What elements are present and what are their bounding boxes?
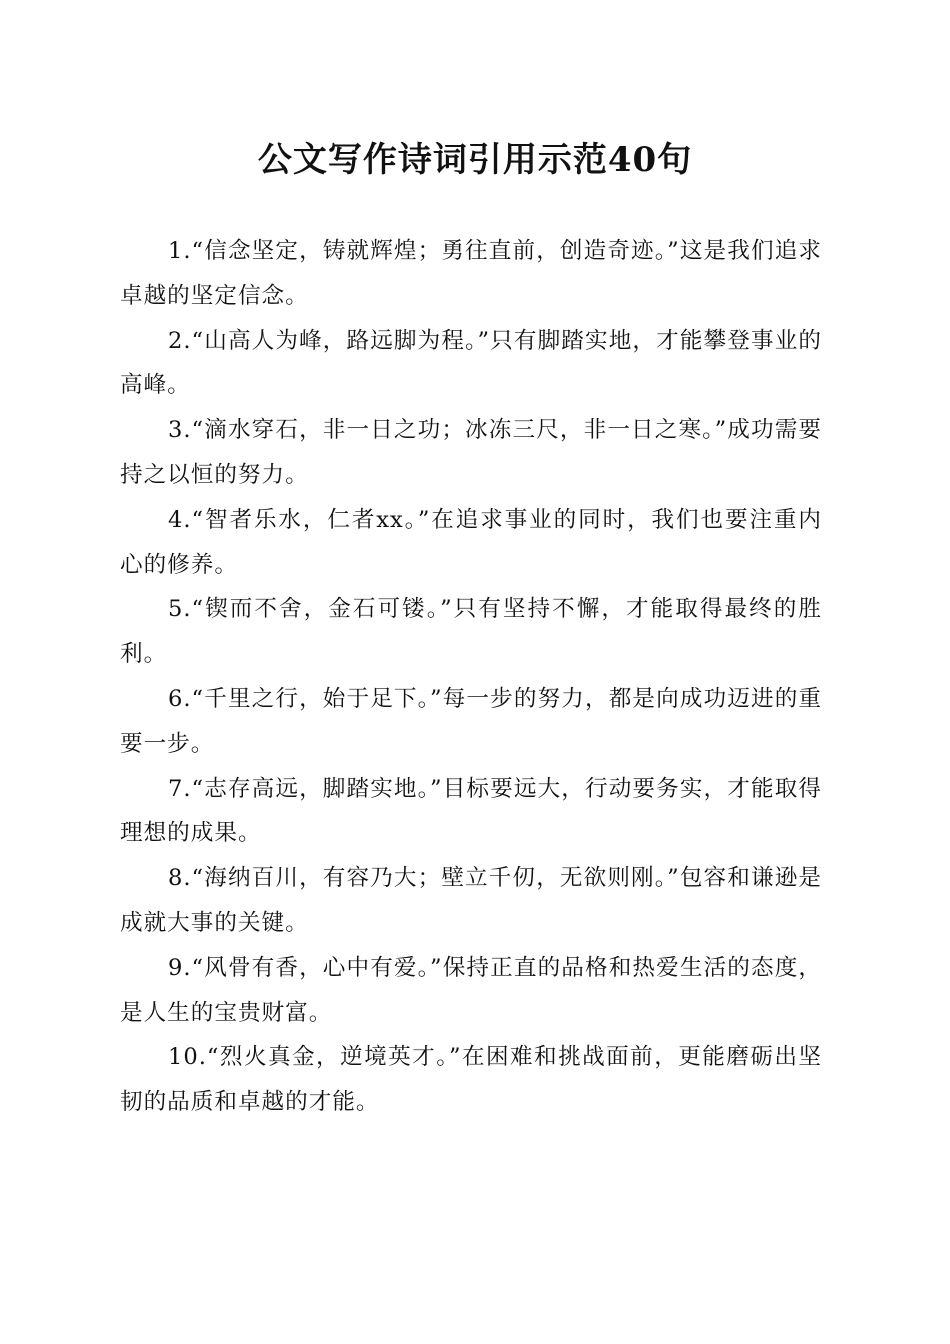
quote-paragraph-3: 3.“滴水穿石，非一日之功；冰冻三尺，非一日之寒。”成功需要持之以恒的努力。 xyxy=(120,417,822,488)
quote-paragraph-4: 4.“智者乐水，仁者xx。”在追求事业的同时，我们也要注重内心的修养。 xyxy=(120,506,822,578)
quote-paragraph-6: 6.“千里之行，始于足下。”每一步的努力，都是向成功迈进的重要一步。 xyxy=(120,685,822,757)
quote-paragraph-7: 7.“志存高远，脚踏实地。”目标要远大，行动要务实，才能取得理想的成果。 xyxy=(120,775,822,847)
quote-paragraph-10: 10.“烈火真金，逆境英才。”在困难和挑战面前，更能磨砺出坚韧的品质和卓越的才能。 xyxy=(120,1044,822,1116)
document-body xyxy=(120,229,822,1125)
quote-paragraph-5: 5.“锲而不舍，金石可镂。”只有坚持不懈，才能取得最终的胜利。 xyxy=(120,596,822,668)
quote-paragraph-1: 1.“信念坚定，铸就辉煌；勇往直前，创造奇迹。”这是我们追求卓越的坚定信念。 xyxy=(120,238,822,309)
quote-paragraph-9: 9.“风骨有香，心中有爱。”保持正直的品格和热爱生活的态度，是人生的宝贵财富。 xyxy=(120,954,822,1026)
quote-paragraph-2: 2.“山高人为峰，路远脚为程。”只有脚踏实地，才能攀登事业的高峰。 xyxy=(120,327,822,399)
quote-paragraph-8: 8.“海纳百川，有容乃大；壁立千仞，无欲则刚。”包容和谦逊是成就大事的关键。 xyxy=(120,865,822,936)
document-title: 公文写作诗词引用示范40句 xyxy=(257,140,693,180)
